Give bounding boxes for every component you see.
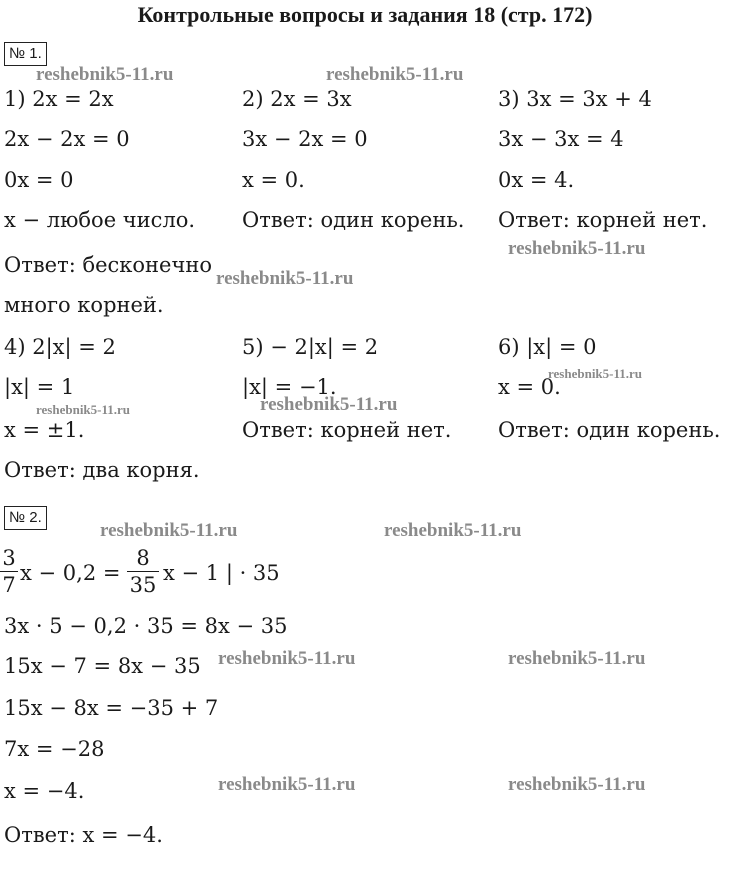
fraction-bar <box>0 571 18 572</box>
task-1-3-step: 3x − 3x = 4 <box>498 127 624 151</box>
task-1-3-step: 0x = 4. <box>498 168 575 192</box>
fraction-numerator: 8 <box>136 546 150 570</box>
task-2-equation-tail: x − 1 | · 35 <box>163 561 280 585</box>
task-1-3-answer: Ответ: корней нет. <box>498 208 708 232</box>
task-1-badge: № 1. <box>4 42 47 66</box>
task-1-5-step: |x| = −1. <box>242 375 337 399</box>
watermark: reshebnik5-11.ru <box>216 268 354 289</box>
task-2-step: 15x − 7 = 8x − 35 <box>4 654 201 678</box>
fraction-denominator: 7 <box>2 573 16 597</box>
watermark: reshebnik5-11.ru <box>384 520 522 541</box>
fraction-denominator: 35 <box>129 573 157 597</box>
task-1-1-step: 2x − 2x = 0 <box>4 127 130 151</box>
task-2-step: x = −4. <box>4 779 85 803</box>
fraction-8-35 <box>127 546 159 597</box>
watermark: reshebnik5-11.ru <box>218 774 356 795</box>
task-1-1-step: 0x = 0 <box>4 168 74 192</box>
task-1-4-step: x = ±1. <box>4 418 85 442</box>
watermark: reshebnik5-11.ru <box>508 648 646 669</box>
watermark: reshebnik5-11.ru <box>508 774 646 795</box>
task-2-step: 3x · 5 − 0,2 · 35 = 8x − 35 <box>4 614 288 638</box>
watermark: reshebnik5-11.ru <box>548 366 643 381</box>
task-1-1-answer: Ответ: бесконечно <box>4 253 213 277</box>
task-1-2-step: 3x − 2x = 0 <box>242 127 368 151</box>
task-1-1-answer-cont: много корней. <box>4 293 164 317</box>
fraction-numerator: 3 <box>2 546 16 570</box>
task-1-5-equation: 5) − 2|x| = 2 <box>242 335 379 359</box>
task-1-6-answer: Ответ: один корень. <box>498 418 721 442</box>
task-2-equation-middle: x − 0,2 = <box>20 561 121 585</box>
task-1-2-answer: Ответ: один корень. <box>242 208 465 232</box>
task-1-6-step: x = 0. <box>498 375 561 399</box>
task-1-1-step: x − любое число. <box>4 208 196 232</box>
task-1-2-step: x = 0. <box>242 168 305 192</box>
task-1-6-equation: 6) |x| = 0 <box>498 335 597 359</box>
watermark: reshebnik5-11.ru <box>100 520 238 541</box>
fraction-3-7 <box>0 546 18 597</box>
watermark: reshebnik5-11.ru <box>218 648 356 669</box>
watermark: reshebnik5-11.ru <box>508 238 646 259</box>
task-2-step: 15x − 8x = −35 + 7 <box>4 696 219 720</box>
page-title: Контрольные вопросы и задания 18 (стр. 172) <box>137 2 593 27</box>
task-1-1-equation: 1) 2x = 2x <box>4 87 114 111</box>
task-2-answer: Ответ: x = −4. <box>4 823 163 847</box>
watermark: reshebnik5-11.ru <box>36 64 174 85</box>
task-1-4-equation: 4) 2|x| = 2 <box>4 335 116 359</box>
task-1-4-step: |x| = 1 <box>4 375 75 399</box>
watermark: reshebnik5-11.ru <box>326 64 464 85</box>
task-1-3-equation: 3) 3x = 3x + 4 <box>498 87 652 111</box>
watermark: reshebnik5-11.ru <box>36 402 131 417</box>
watermark: reshebnik5-11.ru <box>260 394 398 415</box>
task-1-4-answer: Ответ: два корня. <box>4 458 200 482</box>
task-2-badge: № 2. <box>4 506 47 530</box>
fraction-bar <box>127 571 159 572</box>
task-2-step: 7x = −28 <box>4 737 105 761</box>
task-1-5-answer: Ответ: корней нет. <box>242 418 452 442</box>
task-1-2-equation: 2) 2x = 3x <box>242 87 352 111</box>
